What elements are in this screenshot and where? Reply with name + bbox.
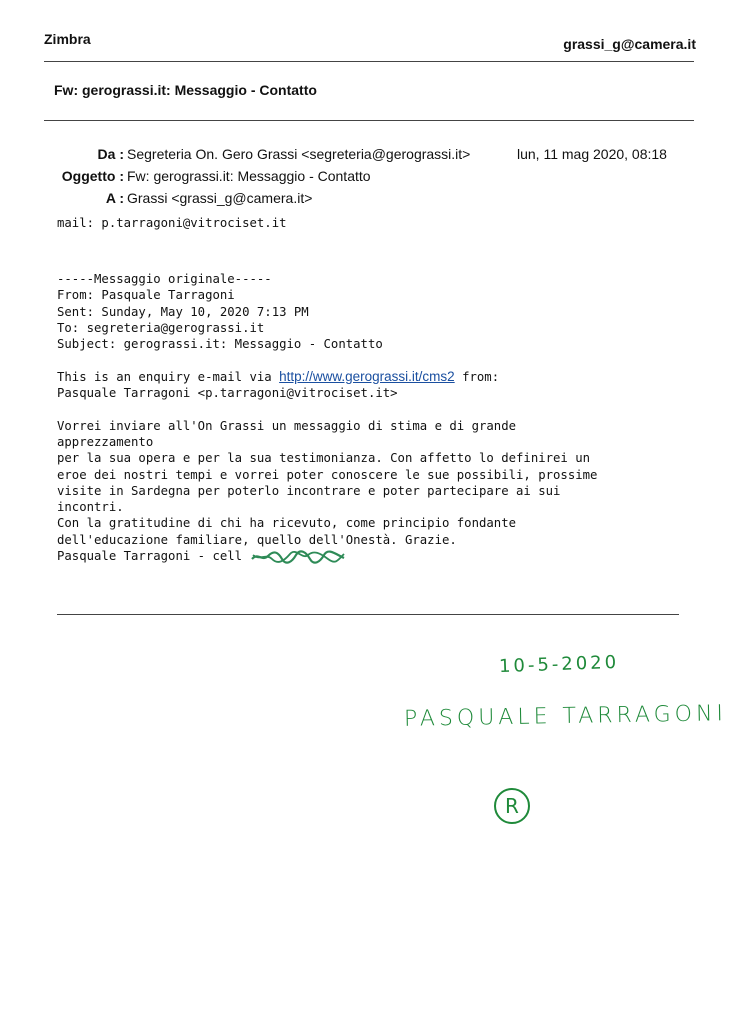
redacted-phone-scribble [250,550,346,564]
sender-line: Pasquale Tarragoni <p.tarragoni@vitrociset.it> [57,386,398,401]
enquiry-prefix: This is an enquiry e-mail via [57,369,280,384]
app-name: Zimbra [44,31,91,47]
enquiry-line [57,369,597,385]
body-line: Con la gratitudine di chi ha ricevuto, come principio fondante [57,516,517,531]
to-value: Grassi <grassi_g@camera.it> [127,190,313,206]
original-subject: Subject: gerograssi.it: Messaggio - Contatto [57,337,383,352]
handwritten-initial: R [505,794,519,818]
message-date: lun, 11 mag 2020, 08:18 [517,146,667,162]
body-line: eroe dei nostri tempi e vorrei poter conoscere le sue possibili, prossime [57,467,598,482]
to-label: A : [105,190,124,206]
body-line: incontri. [57,500,124,515]
original-to: To: segreteria@gerograssi.it [57,320,265,335]
subject-label: Oggetto : [61,168,124,184]
signature-line [57,548,597,564]
handwritten-initial-circle-icon [492,786,532,826]
body-line: dell'educazione familiare, quello dell'Onestà. Grazie. [57,532,457,547]
signature-prefix: Pasquale Tarragoni - cell [57,549,250,564]
original-sent: Sent: Sunday, May 10, 2020 7:13 PM [57,304,309,319]
blank-line [57,352,597,368]
handwritten-date: 10-5-2020 [498,651,620,678]
user-account: grassi_g@camera.it [563,36,696,52]
from-value: Segreteria On. Gero Grassi <segreteria@gerograssi.it> [127,146,471,162]
subject-value: Fw: gerograssi.it: Messaggio - Contatto [127,168,371,184]
body-line: per la sua opera e per la sua testimonianza. Con affetto lo definirei un [57,451,591,466]
blank-line [57,401,597,417]
handwritten-name: PASQUALE TARRAGONI [403,701,728,732]
enquiry-link[interactable]: http://www.gerograssi.it/cms2 [279,368,455,384]
message-subject-title: Fw: gerograssi.it: Messaggio - Contatto [54,82,317,98]
original-message [57,271,597,564]
from-label: Da : [97,146,124,162]
footer-divider [57,614,679,615]
original-separator: -----Messaggio originale----- [57,272,272,286]
subject-divider [44,120,694,121]
enquiry-suffix: from: [454,369,500,384]
mail-line: mail: p.tarragoni@vitrociset.it [57,216,287,230]
body-line: apprezzamento [57,434,154,449]
body-line: Vorrei inviare all'On Grassi un messaggio di stima e di grande [57,418,517,433]
header-divider [44,61,694,62]
body-line: visite in Sardegna per poterlo incontrare e poter partecipare ai sui [57,483,561,498]
original-from: From: Pasquale Tarragoni [57,288,235,303]
